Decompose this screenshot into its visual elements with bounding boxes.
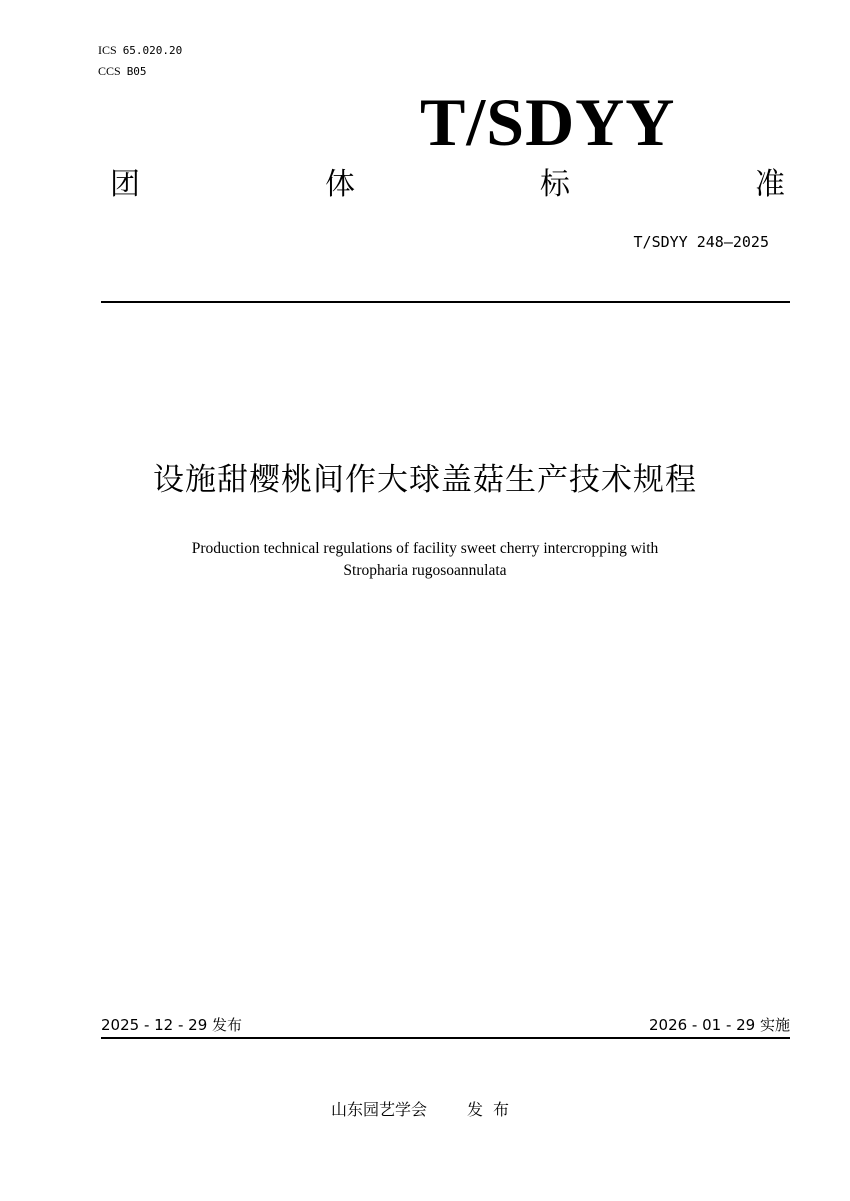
standard-type-char: 体	[325, 167, 355, 202]
ics-value: 65.020.20	[122, 44, 183, 57]
standard-type-char: 团	[110, 167, 140, 202]
standard-type-char: 准	[755, 167, 785, 202]
publisher-action: 发布	[467, 1100, 520, 1119]
ccs-value: B05	[126, 65, 147, 78]
issue-date: 2025 - 12 - 29 发布	[101, 1016, 243, 1034]
title-english-line: Production technical regulations of facility sweet cherry intercropping with	[191, 540, 659, 557]
standard-number: T/SDYY 248—2025	[633, 233, 769, 251]
ccs-code	[98, 63, 147, 80]
implementation-date: 2026 - 01 - 29 实施	[648, 1016, 790, 1034]
footer-divider	[101, 1037, 790, 1039]
ics-label: ICS	[98, 43, 117, 57]
publisher	[0, 1098, 850, 1122]
standard-logo: T/SDYY	[420, 84, 676, 160]
title-chinese: 设施甜樱桃间作大球盖菇生产技术规程	[153, 462, 697, 498]
ccs-label: CCS	[98, 64, 121, 78]
publisher-name: 山东园艺学会	[330, 1100, 427, 1119]
standard-type	[110, 163, 785, 207]
title-english	[0, 538, 850, 582]
header-divider	[101, 301, 790, 303]
title-english-line: Stropharia rugosoannulata	[343, 562, 507, 579]
ics-code	[98, 42, 182, 59]
standard-type-char: 标	[540, 167, 570, 202]
